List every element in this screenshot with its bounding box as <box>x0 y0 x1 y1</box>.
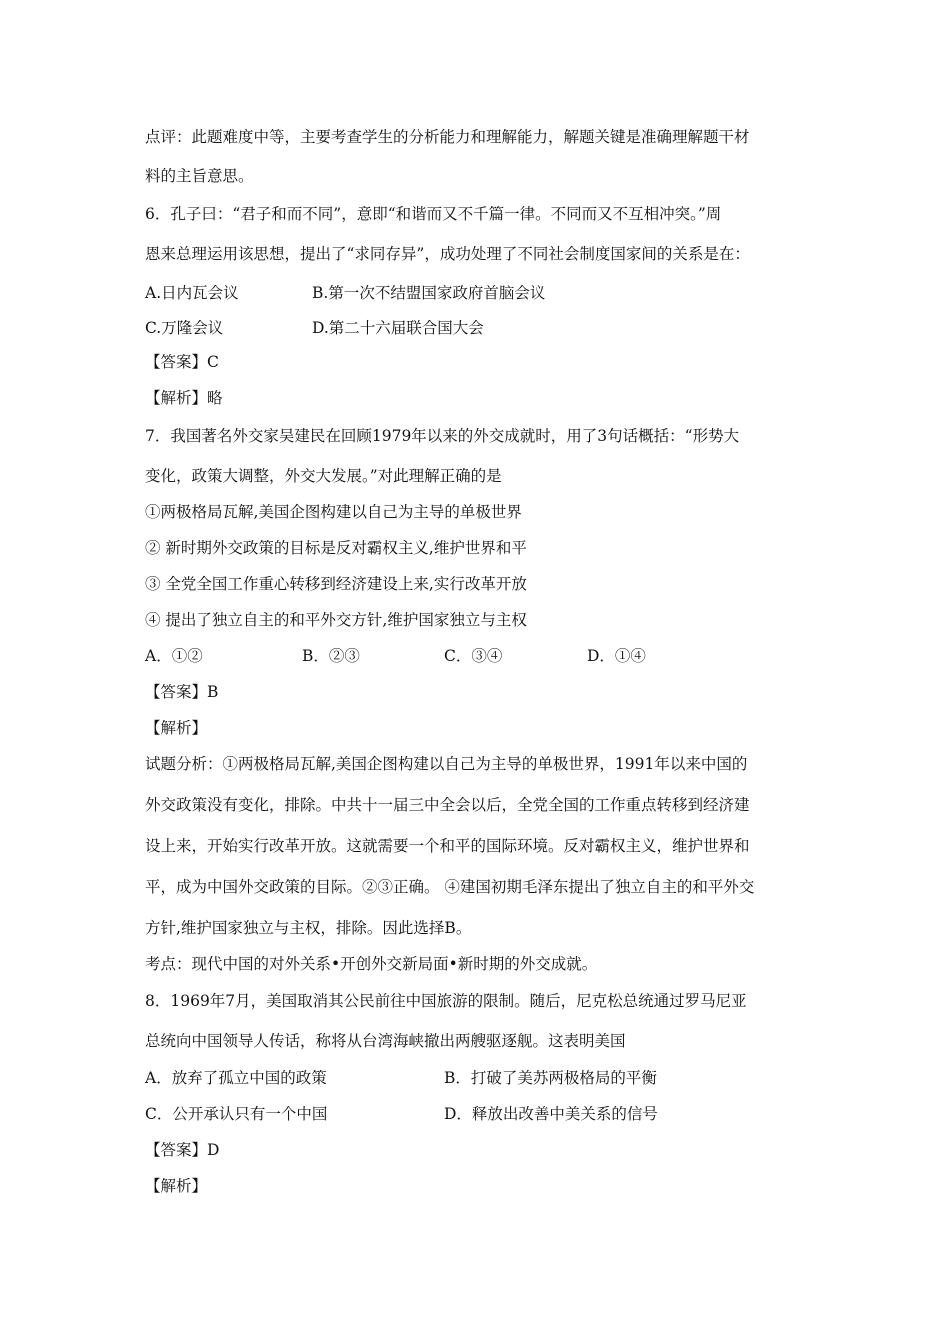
q7-item-2: ② 新时期外交政策的目标是反对霸权主义,维护世界和平 <box>145 539 527 557</box>
q6-stem-line-2: 恩来总理运用该思想，提出了“求同存异”，成功处理了不同社会制度国家间的关系是在： <box>145 245 750 263</box>
q7-explanation-line-3: 设上来，开始实行改革开放。这就需要一个和平的国际环境。反对霸权主义，维护世界和 <box>145 837 750 855</box>
q7-kaodian: 考点：现代中国的对外关系•开创外交新局面•新时期的外交成就。 <box>145 955 598 973</box>
q6-answer: 【答案】C <box>145 353 219 371</box>
q6-stem-line-1: 6．孔子曰：“君子和而不同”，意即“和谐而又不千篇一律。不同而又不互相冲突。”周 <box>145 205 722 223</box>
review-line-1: 点评：此题难度中等，主要考查学生的分析能力和理解能力，解题关键是准确理解题干材 <box>145 128 750 146</box>
q8-option-c: C．公开承认只有一个中国 <box>145 1105 328 1123</box>
q8-answer: 【答案】D <box>145 1141 220 1159</box>
q7-explanation-line-2: 外交政策没有变化，排除。中共十一届三中全会以后，全党全国的工作重点转移到经济建 <box>145 796 750 814</box>
q6-option-d: D.第二十六届联合国大会 <box>312 319 484 337</box>
q7-option-b: B．②③ <box>302 647 360 665</box>
q8-option-a: A．放弃了孤立中国的政策 <box>145 1069 327 1087</box>
q7-item-4: ④ 提出了独立自主的和平外交方针,维护国家独立与主权 <box>145 611 527 629</box>
q6-analysis: 【解析】略 <box>145 389 223 407</box>
q8-stem-line-1: 8．1969年7月，美国取消其公民前往中国旅游的限制。随后，尼克松总统通过罗马尼亚 <box>145 992 747 1010</box>
q7-option-d: D．①④ <box>587 647 646 665</box>
q7-analysis-title: 【解析】 <box>145 719 208 737</box>
q7-stem-line-2: 变化，政策大调整，外交大发展。”对此理解正确的是 <box>145 467 502 485</box>
q7-option-a: A．①② <box>145 647 203 665</box>
q7-explanation-line-1: 试题分析：①两极格局瓦解,美国企图构建以自己为主导的单极世界，1991年以来中国的 <box>145 755 748 773</box>
q7-item-1: ①两极格局瓦解,美国企图构建以自己为主导的单极世界 <box>145 503 522 521</box>
q8-option-d: D．释放出改善中美关系的信号 <box>444 1105 658 1123</box>
review-line-2: 料的主旨意思。 <box>145 167 254 185</box>
q7-explanation-line-5: 方针,维护国家独立与主权，排除。因此选择B。 <box>145 919 472 937</box>
q6-option-a: A.日内瓦会议 <box>145 284 239 302</box>
q8-stem-line-2: 总统向中国领导人传话，称将从台湾海峡撤出两艘驱逐舰。这表明美国 <box>145 1032 626 1050</box>
q7-stem-line-1: 7．我国著名外交家吴建民在回顾1979年以来的外交成就时，用了3句话概括：“形势大 <box>145 427 740 445</box>
q7-item-3: ③ 全党全国工作重心转移到经济建设上来,实行改革开放 <box>145 575 527 593</box>
q8-option-b: B．打破了美苏两极格局的平衡 <box>444 1069 657 1087</box>
q7-explanation-line-4: 平，成为中国外交政策的目际。②③正确。 ④建国初期毛泽东提出了独立自主的和平外交 <box>145 878 755 896</box>
q6-option-b: B.第一次不结盟国家政府首脑会议 <box>312 284 546 302</box>
q7-option-c: C．③④ <box>444 647 503 665</box>
q8-analysis: 【解析】 <box>145 1177 208 1195</box>
q7-answer: 【答案】B <box>145 683 219 701</box>
q6-option-c: C.万隆会议 <box>145 319 224 337</box>
